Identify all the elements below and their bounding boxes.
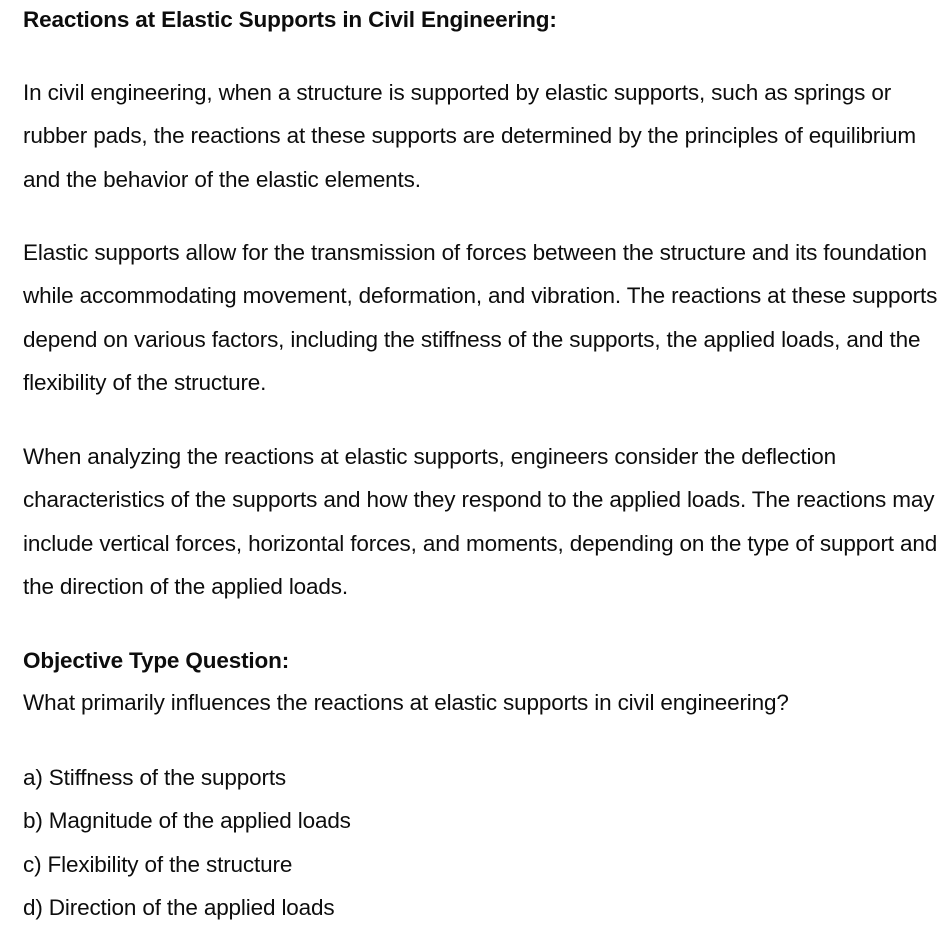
paragraph-elastic-supports: Elastic supports allow for the transmission of forces between the structure and its foundation while accommodating movement, deformation, and vibration. The reactions at these supports depend on various factors, including the stiffness of the supports, the applied loads, and the flexibility of the structure. — [23, 240, 938, 395]
option-a: a) Stiffness of the supports — [23, 765, 287, 790]
answer-options — [23, 756, 351, 929]
option-b: b) Magnitude of the applied loads — [23, 808, 351, 834]
paragraph-analysis: When analyzing the reactions at elastic supports, engineers consider the deflection characteristics of the supports and how they respond to the applied loads. The reactions may include vertical forces, horizontal forces, and moments, depending on the type of support and the direction of the applied loads. — [23, 444, 938, 599]
question-text: What primarily influences the reactions at elastic supports in civil engineering? — [23, 690, 789, 715]
question-heading: Objective Type Question: — [23, 648, 290, 673]
option-d: d) Direction of the applied loads — [23, 894, 335, 920]
paragraph-intro: In civil engineering, when a structure is supported by elastic supports, such as springs or rubber pads, the reactions at these supports are determined by the principles of equilibrium and the behavior of the elastic elements. — [23, 80, 916, 192]
article-title: Reactions at Elastic Supports in Civil Engineering: — [23, 7, 557, 32]
option-c: c) Flexibility of the structure — [23, 851, 293, 877]
